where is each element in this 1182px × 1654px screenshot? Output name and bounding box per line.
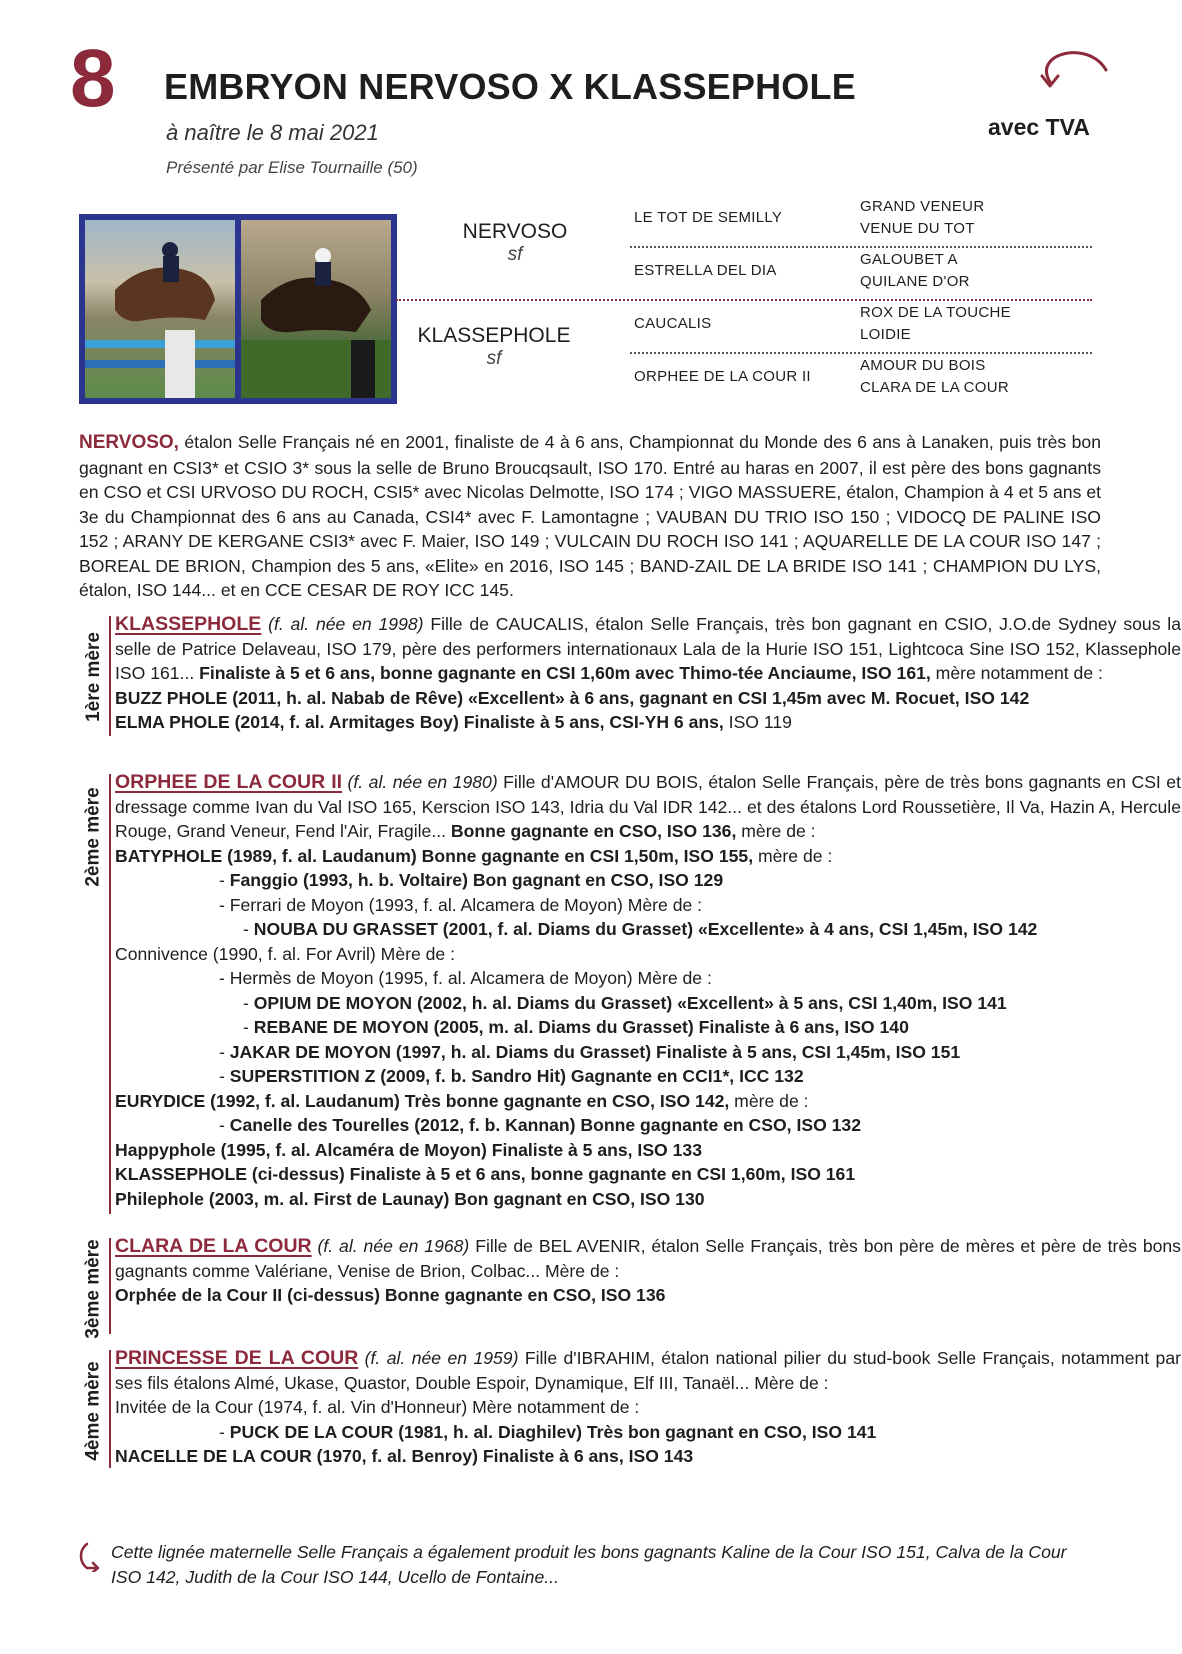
dam1-body <box>109 612 1181 735</box>
footer-text: Cette lignée maternelle Selle Français a également produit les bons gagnants Kaline de la Cour ISO 151, Calva de la Cour ISO 142, Judith de la Cour ISO 144, Ucello de Fontaine... <box>111 1542 1067 1587</box>
dam3-text: Fille de BEL AVENIR, étalon Selle Français, très bon père de mères et père de très bons gagnants comme Valériane, Venise de Brion, Colbac... Mère de : <box>115 1236 1181 1281</box>
dam-name: KLASSEPHOLE <box>417 324 571 347</box>
grandparent: LE TOT DE SEMILLY <box>634 209 783 226</box>
great-grandparent: ROX DE LA TOUCHE <box>860 304 1011 321</box>
curved-arrow-icon <box>1040 48 1110 100</box>
footer-note <box>79 1540 1101 1589</box>
pedigree-divider <box>630 246 1092 248</box>
sire-name: NERVOSO <box>462 220 568 243</box>
sire-text: étalon Selle Français né en 2001, finaliste de 4 à 6 ans, Championnat du Monde des 6 ans à Lanaken, puis très bon gagnant en CSI3* et CSIO 3* sous la selle de Bruno Broucqsault, ISO 170. Entré au haras en 2007, il est père des bons gagnants en CSO et CSI URVOSO DU ROCH, CSI5* avec Nicolas Delmotte, ISO 174 ; VIGO MASSUERE, étalon, Champion à 4 et 5 ans et 3e du Championnat des 6 ans au Canada, CSI4* avec F. Lamontagne ; VAUBAN DU TRIO ISO 150 ; VIDOCQ DE PALINE ISO 152 ; ARANY DE KERGANE CSI3* avec F. Maier, ISO 149 ; VULCAIN DU ROCH ISO 141 ; AQUARELLE DE LA COUR ISO 147 ; BOREAL DE BRION, Champion des 5 ans, «Elite» en 2016, ISO 145 ; BAND-ZAIL DE LA BRIDE ISO 141 ; CHAMPION DU LYS, étalon, ISO 144... et en CCE CESAR DE ROY ICC 145. <box>79 432 1101 600</box>
dam1-tail: mère notamment de : <box>930 663 1103 683</box>
great-grandparent: CLARA DE LA COUR <box>860 379 1010 396</box>
dam4-body <box>109 1346 1181 1469</box>
dam3-section <box>79 1234 1181 1344</box>
produce-line: - Hermès de Moyon (1995, f. al. Alcamera de Moyon) Mère de : <box>219 968 712 988</box>
dam3-info: (f. al. née en 1968) <box>311 1236 470 1256</box>
dam1-name: KLASSEPHOLE <box>115 613 262 635</box>
dam1-section <box>79 612 1181 762</box>
dam1-info: (f. al. née en 1998) <box>261 614 424 634</box>
produce-line: Philephole (2003, m. al. First de Launay) Bon gagnant en CSO, ISO 130 <box>115 1188 705 1209</box>
dash: - <box>219 1066 230 1086</box>
dash: - <box>219 1115 230 1135</box>
dam1-bold: Finaliste à 5 et 6 ans, bonne gagnante en CSI 1,60m avec Thimo-tée Anciaume, ISO 161, <box>199 663 931 683</box>
dam-photo <box>241 220 391 398</box>
dam3-body <box>109 1234 1181 1308</box>
produce-line: Orphée de la Cour II (ci-dessus) Bonne gagnante en CSO, ISO 136 <box>115 1285 666 1305</box>
produce-line: Happyphole (1995, f. al. Alcaméra de Moyon) Finaliste à 5 ans, ISO 133 <box>115 1139 702 1160</box>
presenter: Présenté par Elise Tournaille (50) <box>166 158 418 177</box>
dam1-label: 1ère mère <box>83 632 105 722</box>
dash: - <box>219 870 230 890</box>
dam2-tail: mère de : <box>736 821 816 841</box>
hook-arrow-icon <box>77 1542 101 1572</box>
dam2-info: (f. al. née en 1980) <box>342 772 498 792</box>
produce-line: OPIUM DE MOYON (2002, h. al. Diams du Grasset) «Excellent» à 5 ans, CSI 1,40m, ISO 141 <box>253 992 1007 1013</box>
produce-line: Invitée de la Cour (1974, f. al. Vin d'Honneur) Mère notamment de : <box>115 1397 640 1417</box>
dam2-bold: Bonne gagnante en CSO, ISO 136, <box>450 821 737 841</box>
great-grandparent: GRAND VENEUR <box>860 198 985 215</box>
grandparent: ORPHEE DE LA COUR II <box>634 368 811 385</box>
dash: - <box>219 1421 230 1442</box>
pedigree-table <box>412 198 1092 414</box>
dam-box <box>394 324 594 370</box>
dam4-info: (f. al. née en 1959) <box>358 1348 519 1368</box>
dam3-label: 3ème mère <box>83 1239 105 1339</box>
dam1-produce: ELMA PHOLE (2014, f. al. Armitages Boy) Finaliste à 5 ans, CSI-YH 6 ans, <box>115 712 724 732</box>
dam2-section <box>79 770 1181 1225</box>
dam-breed: sf <box>486 348 502 369</box>
produce-line: REBANE DE MOYON (2005, m. al. Diams du Grasset) Finaliste à 6 ans, ISO 140 <box>253 1017 909 1037</box>
produce-line: - Ferrari de Moyon (1993, f. al. Alcamera de Moyon) Mère de : <box>219 894 703 915</box>
great-grandparent: QUILANE D'OR <box>860 273 970 290</box>
dam2-body <box>109 770 1181 1211</box>
produce-line: Canelle des Tourelles (2012, f. b. Kannan) Bonne gagnante en CSO, ISO 132 <box>229 1115 862 1135</box>
vat-label: avec TVA <box>988 114 1090 140</box>
great-grandparent: LOIDIE <box>860 326 911 343</box>
produce-line: KLASSEPHOLE (ci-dessus) Finaliste à 5 et 6 ans, bonne gagnante en CSI 1,60m, ISO 161 <box>115 1164 856 1184</box>
sire-box <box>415 220 615 266</box>
grandparent: CAUCALIS <box>634 315 712 332</box>
produce-line: EURYDICE (1992, f. al. Laudanum) Très bonne gagnante en CSO, ISO 142, <box>115 1090 730 1111</box>
dam4-label: 4ème mère <box>83 1361 105 1461</box>
sire-description <box>79 430 1101 603</box>
produce-line: BATYPHOLE (1989, f. al. Laudanum) Bonne gagnante en CSI 1,50m, ISO 155, <box>115 845 754 866</box>
sire-photo <box>85 220 235 398</box>
produce-line: JAKAR DE MOYON (1997, h. al. Diams du Grasset) Finaliste à 5 ans, CSI 1,45m, ISO 151 <box>229 1041 961 1062</box>
horse-photos <box>79 214 397 404</box>
dam2-label: 2ème mère <box>83 787 105 887</box>
produce-line: SUPERSTITION Z (2009, f. b. Sandro Hit) Gagnante en CCI1*, ICC 132 <box>229 1066 804 1086</box>
dash: - <box>243 992 254 1013</box>
dam1-produce: BUZZ PHOLE (2011, h. al. Nabab de Rêve) «Excellent» à 6 ans, gagnant en CSI 1,45m avec M. Rocuet, ISO 142 <box>115 687 1030 708</box>
produce-tail: mère de : <box>753 845 833 866</box>
pedigree-divider <box>396 299 1092 301</box>
pedigree-divider <box>630 352 1092 354</box>
great-grandparent: GALOUBET A <box>860 251 958 268</box>
sire-breed: sf <box>507 244 523 265</box>
dam1-text: Fille de CAUCALIS, étalon Selle Français, très bon gagnant en CSIO, J.O.de Sydney sous la selle de Patrice Delaveau, ISO 179, père des performers internationaux Lala de la Hurie ISO 151, Lightcoca Sine ISO 152, Klassephole ISO 161... <box>115 614 1181 683</box>
great-grandparent: AMOUR DU BOIS <box>860 357 986 374</box>
produce-line: NOUBA DU GRASSET (2001, f. al. Diams du Grasset) «Excellente» à 4 ans, CSI 1,45m, ISO 142 <box>253 919 1038 939</box>
birth-date: à naître le 8 mai 2021 <box>166 120 379 145</box>
dam2-name: ORPHEE DE LA COUR II <box>115 771 343 793</box>
dash: - <box>243 919 254 939</box>
lot-number: 8 <box>70 33 116 124</box>
sire-lead: NERVOSO, <box>79 432 179 453</box>
dam1-produce-tail: ISO 119 <box>723 712 792 732</box>
dam4-name: PRINCESSE DE LA COUR <box>115 1347 359 1369</box>
produce-line: NACELLE DE LA COUR (1970, f. al. Benroy) Finaliste à 6 ans, ISO 143 <box>115 1446 694 1466</box>
produce-line: PUCK DE LA COUR (1981, h. al. Diaghilev) Très bon gagnant en CSO, ISO 141 <box>229 1421 877 1442</box>
page-title: EMBRYON NERVOSO X KLASSEPHOLE <box>164 66 856 107</box>
grandparent: ESTRELLA DEL DIA <box>634 262 777 279</box>
dam4-text: Fille d'IBRAHIM, étalon national pilier du stud-book Selle Français, notamment par ses fils étalons Almé, Ukase, Quastor, Double Espoir, Dynamique, Elf III, Tanaël... Mère de : <box>115 1348 1181 1393</box>
dash: - <box>243 1017 254 1037</box>
great-grandparent: VENUE DU TOT <box>860 220 975 237</box>
dam2-text: Fille d'AMOUR DU BOIS, étalon Selle Français, père de très bons gagnants en CSI et dressage comme Ivan du Val ISO 165, Kerscion ISO 143, Idria du Val IDR 142... et des étalons Lord Roussetière, Il Va, Hazin A, Hercule Rouge, Grand Veneur, Fend l'Air, Fragile... <box>115 772 1181 841</box>
dam4-section <box>79 1346 1181 1476</box>
produce-line: Fanggio (1993, h. b. Voltaire) Bon gagnant en CSO, ISO 129 <box>229 870 724 890</box>
dash: - <box>219 1041 230 1062</box>
produce-line: Connivence (1990, f. al. For Avril) Mère de : <box>115 943 455 964</box>
dam3-name: CLARA DE LA COUR <box>115 1235 312 1257</box>
produce-tail: mère de : <box>729 1090 809 1111</box>
